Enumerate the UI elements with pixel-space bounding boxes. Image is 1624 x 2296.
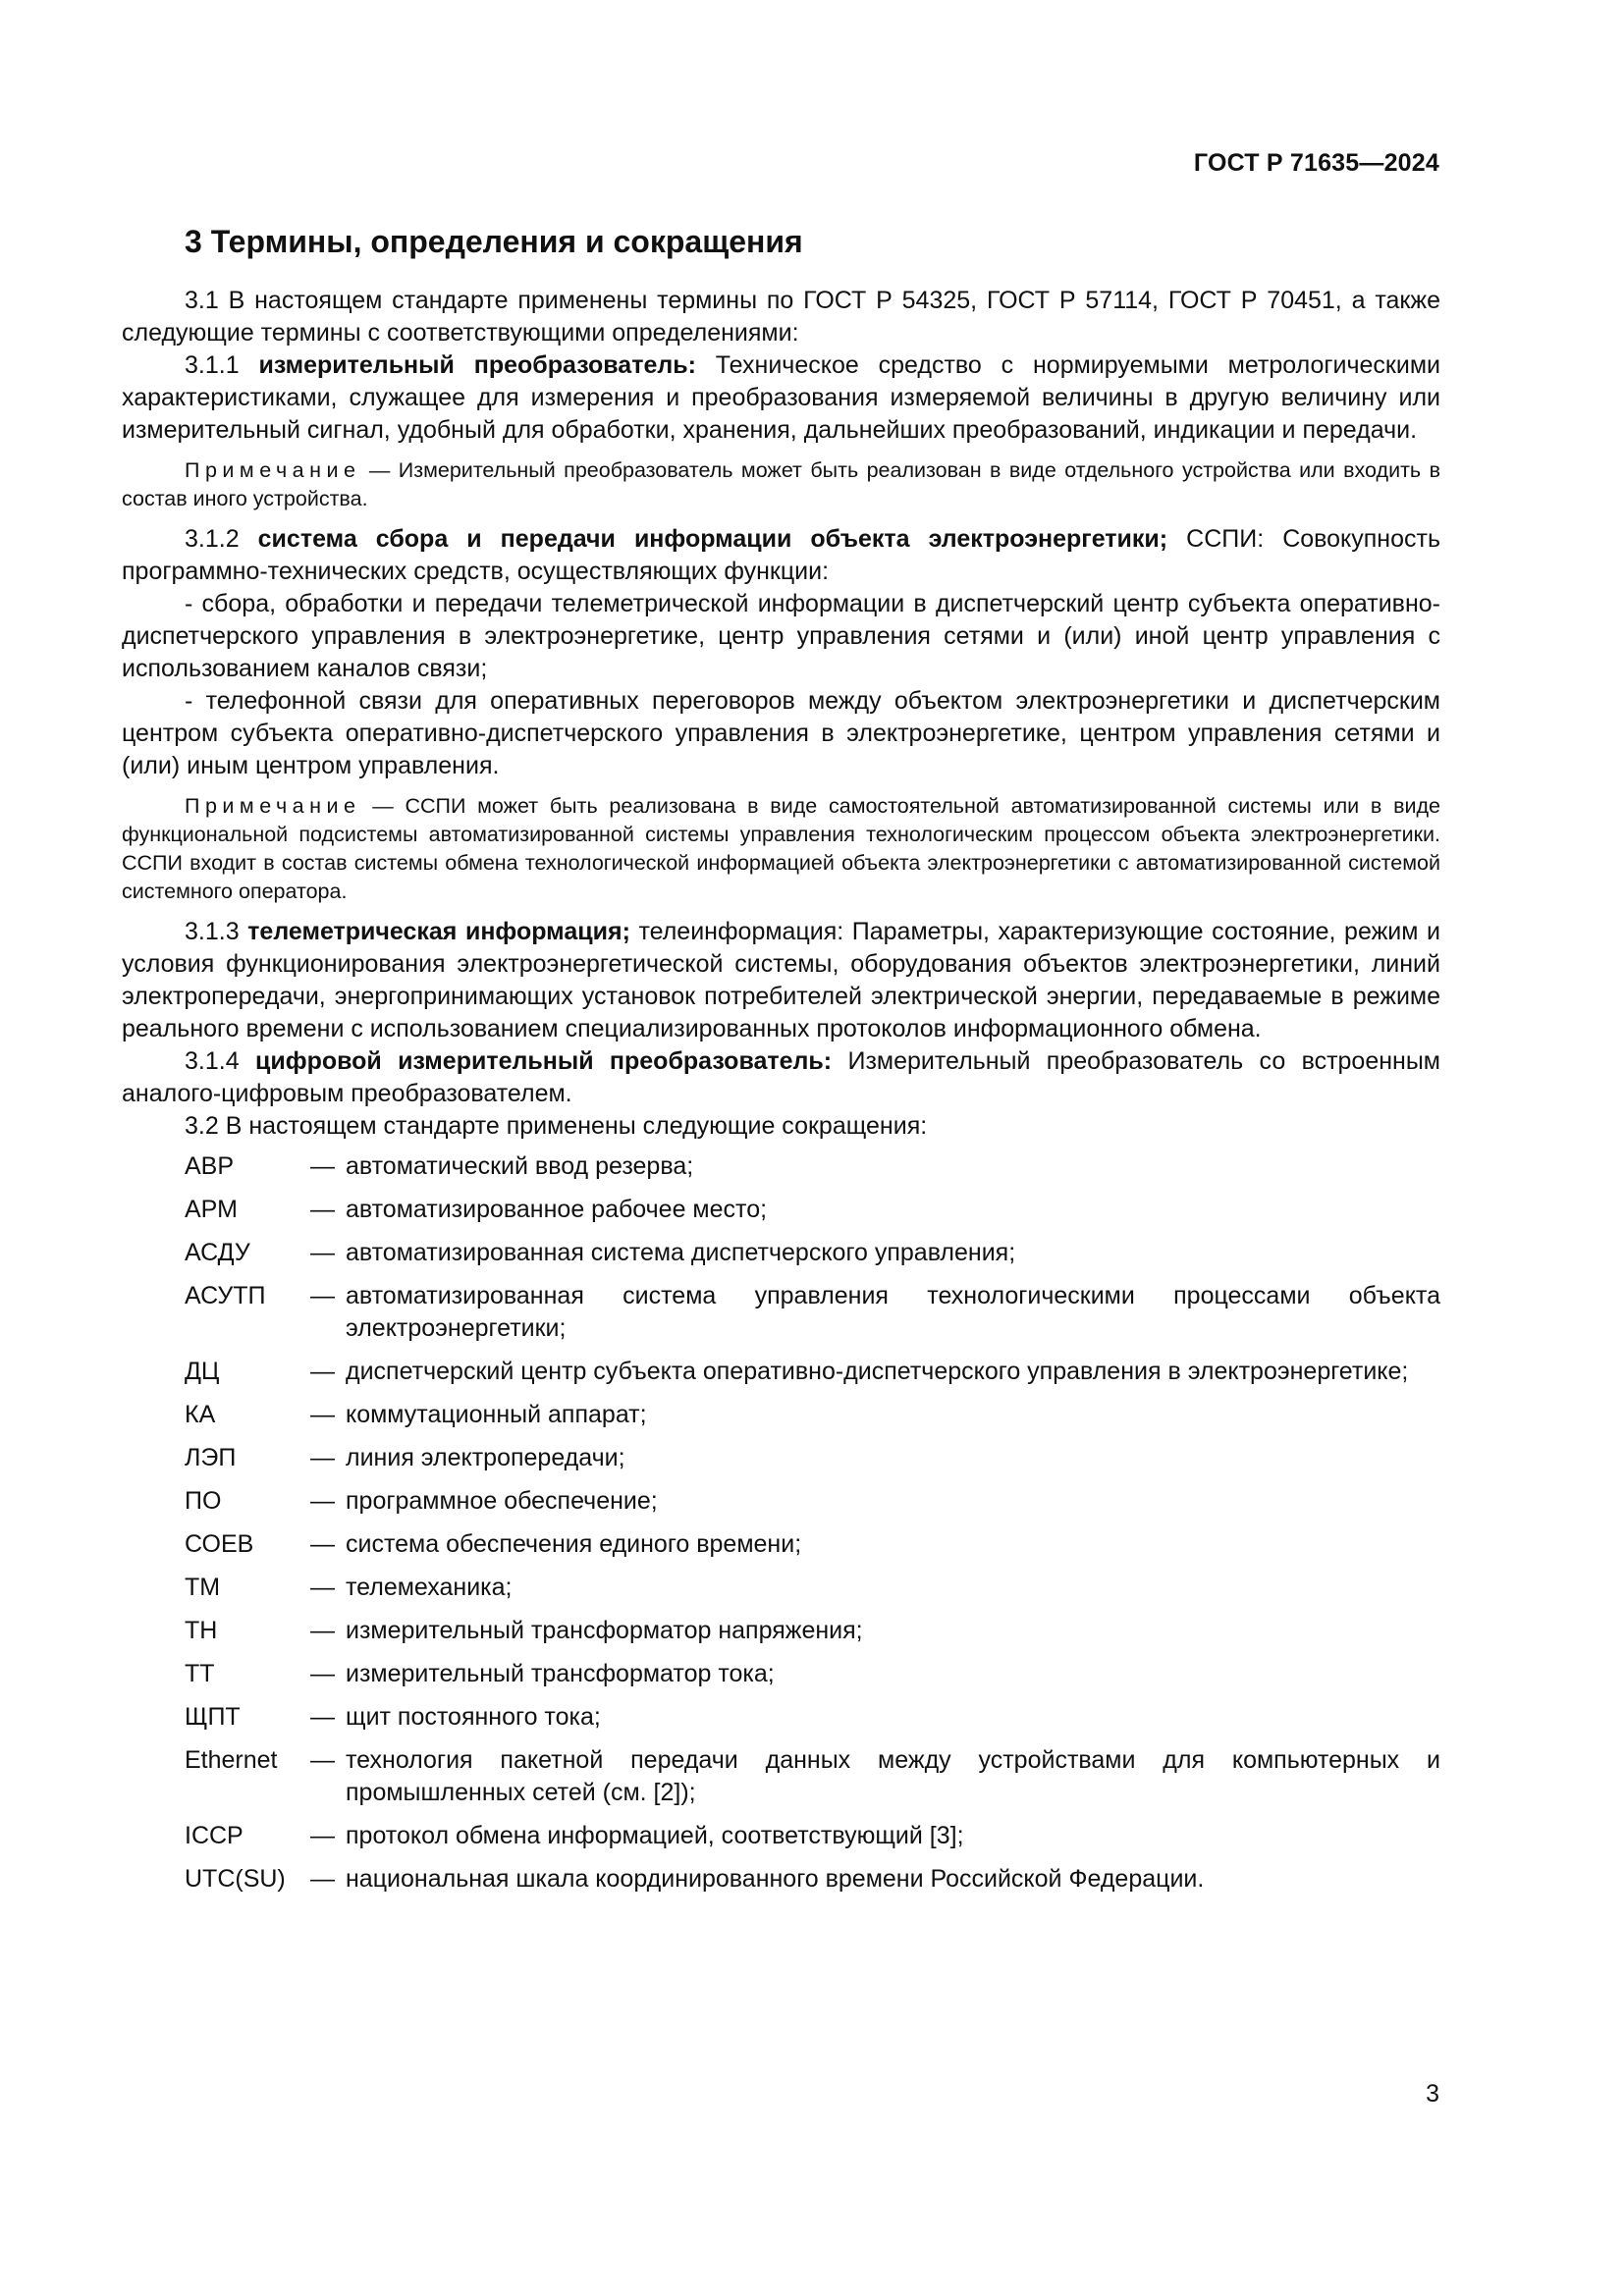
abbreviation-row <box>185 1701 1440 1734</box>
abbreviation-row <box>185 1615 1440 1647</box>
abbreviation-definition <box>310 1701 1440 1734</box>
abbreviation-dash: — <box>310 1282 335 1309</box>
abbreviation-dash: — <box>310 1444 335 1471</box>
note-2 <box>122 792 1440 906</box>
abbreviation-text: автоматизированное рабочее место; <box>346 1196 768 1223</box>
abbreviation-definition <box>310 1615 1440 1647</box>
term-title: цифровой измерительный преобразователь: <box>254 1047 833 1075</box>
abbreviation-text: измерительный трансформатор напряжения; <box>346 1617 863 1644</box>
abbreviation-definition <box>310 1150 1440 1183</box>
abbreviation-code: ТМ <box>185 1574 221 1601</box>
paragraph-3-1: 3.1 В настоящем стандарте применены термины по ГОСТ Р 54325, ГОСТ Р 57114, ГОСТ Р 70451, а также следующие термины с соответствующими определениями: <box>122 287 1440 347</box>
abbreviation-text: щит постоянного тока; <box>346 1703 601 1731</box>
abbreviation-row <box>185 1820 1440 1852</box>
page-number: 3 <box>1426 2080 1439 2108</box>
term-number: 3.1.3 <box>185 918 248 945</box>
abbreviation-row <box>185 1744 1440 1809</box>
abbreviation-row <box>185 1194 1440 1226</box>
abbreviation-dash: — <box>310 1487 335 1515</box>
abbreviation-text: коммутационный аппарат; <box>346 1401 647 1428</box>
abbreviation-code: UTC(SU) <box>185 1865 286 1893</box>
abbreviation-list <box>185 1150 1440 1896</box>
note-text: — ССПИ может быть реализована в виде самостоятельной автоматизированной системы или в виде функциональной подсистемы автоматизированной системы управления технологическим процессом объекта электроэнергетики. ССПИ входит в состав системы обмена технологической информацией объекта электроэнергетики с автоматизированной системой системного оператора. <box>122 794 1440 903</box>
term-number: 3.1.2 <box>185 525 258 553</box>
abbreviation-text: телемеханика; <box>346 1574 513 1601</box>
abbreviation-text: национальная шкала координированного времени Российской Федерации. <box>346 1865 1205 1893</box>
note-label: Примечание <box>185 458 361 482</box>
abbreviation-row <box>185 1572 1440 1604</box>
abbreviation-definition <box>310 1863 1440 1896</box>
abbreviation-text: протокол обмена информацией, соответствующий [3]; <box>346 1822 964 1849</box>
term-3-1-2-item-1: - сбора, обработки и передачи телеметрической информации в диспетчерский центр субъекта оперативно-диспетчерского управления в электроэнергетике, центр управления сетями и (или) иной центр управления с использованием каналов связи; <box>122 590 1440 682</box>
term-definition: телеинформация: Параметры, характеризующие состояние, режим и условия функционирования электроэнергетической системы, оборудования объектов электроэнергетики, линий электропередачи, энергопринимающих установок потребителей электрической энергии, передаваемые в режиме реального времени с использованием специализированных протоколов информационного обмена. <box>122 918 1440 1042</box>
note-1 <box>122 456 1440 513</box>
abbreviation-dash: — <box>310 1746 335 1774</box>
abbreviation-dash: — <box>310 1358 335 1385</box>
abbreviation-definition <box>310 1237 1440 1269</box>
abbreviation-definition <box>310 1442 1440 1474</box>
term-3-1-1 <box>122 349 1440 447</box>
abbreviation-code: СОЕВ <box>185 1530 254 1558</box>
section-body <box>122 285 1440 1906</box>
abbreviation-code: АРМ <box>185 1196 238 1223</box>
note-text: — Измерительный преобразователь может быть реализован в виде отдельного устройства или входить в состав иного устройства. <box>122 458 1440 510</box>
abbreviation-text: диспетчерский центр субъекта оперативно-диспетчерского управления в электроэнергетике; <box>346 1358 1409 1385</box>
abbreviation-code: АСУТП <box>185 1282 266 1309</box>
abbreviation-row <box>185 1863 1440 1896</box>
abbreviation-row <box>185 1485 1440 1518</box>
abbreviation-code: ЛЭП <box>185 1444 237 1471</box>
abbreviation-definition <box>310 1356 1440 1388</box>
abbreviation-text: система обеспечения единого времени; <box>346 1530 802 1558</box>
term-title: телеметрическая информация; <box>247 918 630 945</box>
abbreviation-row <box>185 1658 1440 1690</box>
abbreviation-text: автоматизированная система управления технологическими процессами объекта электроэнергетики; <box>346 1282 1440 1342</box>
term-3-1-2-item-2: - телефонной связи для оперативных переговоров между объектом электроэнергетики и диспетчерским центром субъекта оперативно-диспетчерского управления в электроэнергетике, центром управления сетями и (или) иным центром управления. <box>122 687 1440 779</box>
term-number: 3.1.1 <box>185 351 259 379</box>
abbreviation-definition <box>310 1572 1440 1604</box>
abbreviation-dash: — <box>310 1401 335 1428</box>
abbreviation-code: Ethernet <box>185 1746 278 1774</box>
abbreviation-definition <box>310 1280 1440 1345</box>
paragraph-3-2: 3.2 В настоящем стандарте применены следующие сокращения: <box>185 1112 928 1140</box>
abbreviation-definition <box>310 1194 1440 1226</box>
abbreviation-code: ICCP <box>185 1822 244 1849</box>
term-number: 3.1.4 <box>185 1047 255 1075</box>
document-code-header: ГОСТ Р 71635—2024 <box>1193 149 1439 177</box>
abbreviation-row <box>185 1237 1440 1269</box>
abbreviation-definition <box>310 1820 1440 1852</box>
abbreviation-dash: — <box>310 1617 335 1644</box>
abbreviation-definition <box>310 1399 1440 1431</box>
abbreviation-definition <box>310 1485 1440 1518</box>
abbreviation-text: автоматизированная система диспетчерского управления; <box>346 1239 1016 1266</box>
term-title: измерительный преобразователь: <box>258 351 696 379</box>
abbreviation-dash: — <box>310 1822 335 1849</box>
abbreviation-row <box>185 1356 1440 1388</box>
abbreviation-definition <box>310 1658 1440 1690</box>
abbreviation-text: программное обеспечение; <box>346 1487 658 1515</box>
abbreviation-code: ТН <box>185 1617 218 1644</box>
abbreviation-text: измерительный трансформатор тока; <box>346 1660 775 1687</box>
abbreviation-code: АВР <box>185 1152 235 1180</box>
section-heading: 3 Термины, определения и сокращения <box>185 224 803 259</box>
term-definition: ССПИ: Совокупность программно-технических средств, осуществляющих функции: <box>122 525 1440 585</box>
abbreviation-row <box>185 1280 1440 1345</box>
note-label: Примечание <box>185 794 361 818</box>
abbreviation-dash: — <box>310 1703 335 1731</box>
term-definition: Техническое средство с нормируемыми метрологическими характеристиками, служащее для измерения и преобразования измеряемой величины в другую величину или измерительный сигнал, удобный для обработки, хранения, дальнейших преобразований, индикации и передачи. <box>122 351 1440 444</box>
abbreviation-dash: — <box>310 1196 335 1223</box>
abbreviation-row <box>185 1150 1440 1183</box>
abbreviation-code: КА <box>185 1401 216 1428</box>
term-definition: Измерительный преобразователь со встроенным аналого-цифровым преобразователем. <box>122 1047 1440 1107</box>
abbreviation-code: ДЦ <box>185 1358 220 1385</box>
abbreviation-dash: — <box>310 1530 335 1558</box>
abbreviation-definition <box>310 1528 1440 1561</box>
abbreviation-code: АСДУ <box>185 1239 250 1266</box>
abbreviation-dash: — <box>310 1865 335 1893</box>
abbreviation-text: автоматический ввод резерва; <box>346 1152 694 1180</box>
abbreviation-dash: — <box>310 1239 335 1266</box>
abbreviation-text: линия электропередачи; <box>346 1444 625 1471</box>
abbreviation-code: ПО <box>185 1487 222 1515</box>
abbreviation-code: ЩПТ <box>185 1703 241 1731</box>
abbreviation-dash: — <box>310 1574 335 1601</box>
abbreviation-row <box>185 1442 1440 1474</box>
term-3-1-3 <box>122 916 1440 1045</box>
abbreviation-row <box>185 1528 1440 1561</box>
abbreviation-text: технология пакетной передачи данных между устройствами для компьютерных и промышленных сетей (см. [2]); <box>346 1746 1440 1806</box>
abbreviation-dash: — <box>310 1660 335 1687</box>
abbreviation-dash: — <box>310 1152 335 1180</box>
abbreviation-code: ТТ <box>185 1660 215 1687</box>
term-title: система сбора и передачи информации объекта электроэнергетики; <box>257 525 1168 553</box>
term-3-1-2 <box>122 523 1440 588</box>
abbreviation-definition <box>310 1744 1440 1809</box>
term-3-1-4 <box>122 1045 1440 1110</box>
abbreviation-row <box>185 1399 1440 1431</box>
